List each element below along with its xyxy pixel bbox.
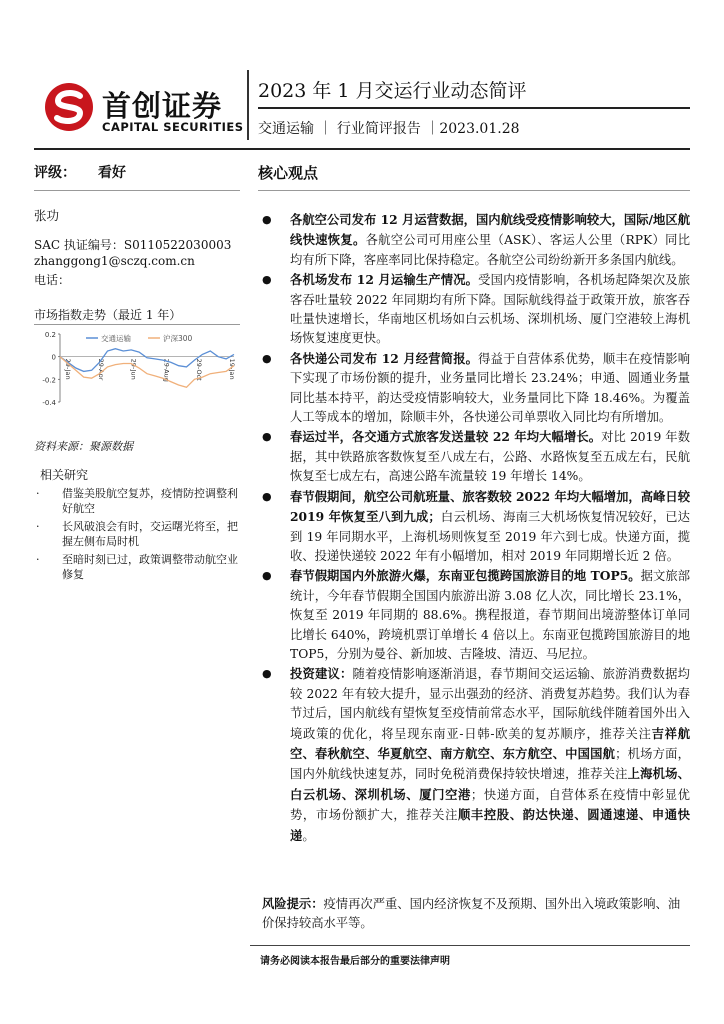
rating	[34, 162, 148, 182]
bullet-dot-icon: ●	[262, 351, 272, 365]
bullet-express-data: ● 各快递公司发布 12 月经营简报。得益于自营体系优势，顺丰在疫情影响下实现了市场份额的提升，业务量同比增长 23.24%；申通、圆通业务量同比基本持平，韵达受疫情影响较大，业务量同比下降 18.46%。为覆盖人工等成本的增加，除顺丰外，各快递公司单票收入同比均有所增加。	[262, 350, 690, 425]
x-tick-label: 29-Apr	[96, 358, 105, 381]
report-title: 2023 年 1 月交运行业动态简评	[258, 80, 527, 102]
title-rule	[258, 107, 690, 109]
legend-label: 交通运输	[101, 334, 131, 343]
x-tick-label: 19-Jan	[228, 358, 236, 380]
header-rule	[34, 148, 690, 150]
bullet-dot-icon: ●	[262, 273, 272, 287]
risk-warning: 风险提示：疫情再次严重、国内经济恢复不及预期、国外出入境政策影响、油价保持较高水平等。	[262, 896, 681, 931]
rating-rule	[34, 190, 240, 191]
bullet-dot-icon: ●	[262, 667, 272, 681]
core-views-title: 核心观点	[258, 164, 319, 182]
bullet-dot-icon: ●	[262, 213, 272, 226]
rating-value: 看好	[98, 165, 126, 181]
analyst-sac: SAC 执证编号：S0110522030003	[34, 238, 232, 252]
core-rule	[258, 190, 690, 191]
bullet-tourism: ● 春节假期国内外旅游火爆，东南亚包揽跨国旅游目的地 TOP5。据文旅部统计，今年春节假期全国国内旅游出游 3.08 亿人次，同比增长 23.1%，恢复至 2019 年同期的 88.6%。携程报道，春节期间出境游整体订单同比增长 640%，跨境机票订单增长 4 倍以上。东南亚包揽跨国旅游目的地 TOP5，分别为曼谷、新加坡、吉隆坡、清迈、马尼拉。	[262, 568, 690, 661]
bullet-spring-travel: ● 春运过半，各交通方式旅客发送量较 22 年均大幅增长。对比 2019 年数据，其中铁路旅客数恢复至八成左右，公路、水路恢复至五成左右，民航恢复至七成左右，高速公路车流量较 19 年增长 14%。	[262, 429, 690, 484]
footer-rule	[250, 945, 690, 946]
rating-label: 评级：	[34, 165, 76, 181]
related-item[interactable]: · 长风破浪会有时，交运曙光将至，把握左侧布局时机	[36, 520, 238, 548]
core-bullets	[262, 210, 690, 846]
market-index-chart	[34, 326, 240, 430]
bullet-airline-data: ● 各航空公司发布 12 月运营数据，国内航线受疫情影响较大，国际/地区航线快速恢复。各航空公司可用座公里（ASK）、客运人公里（RPK）同比均有所下降，客座率同比保持稳定。各航空公司纷纷新开多条国内航线。	[262, 212, 690, 267]
related-research-list	[34, 486, 244, 585]
analyst-email[interactable]: zhanggong1@sczq.com.cn	[34, 254, 195, 268]
x-tick-label: 29-Oct	[195, 358, 204, 381]
bullet-airport-data: ● 各机场发布 12 月运输生产情况。受国内疫情影响，各机场起降架次及旅客吞吐量较 2022 年同期均有所下降。国际航线得益于政策开放，旅客吞吐量快速增长，华南地区机场如白云机场、深圳机场、厦门空港较上海机场恢复速度更快。	[262, 272, 690, 346]
analyst-phone: 电话：	[34, 273, 71, 287]
chart-rule	[34, 324, 240, 325]
brand-name-en: CAPITAL SECURITIES	[102, 120, 244, 134]
bullet-dot-icon: ●	[262, 569, 272, 583]
header-divider	[247, 70, 249, 140]
bullet-holiday-airlines: ● 春节假期间，航空公司航班量、旅客数较 2022 年均大幅增加，高峰日较 2019 年恢复至八到九成；白云机场、海南三大机场恢复情况较好，已达到 19 年同期水平，上海机场则恢复至 2019 年六到七成。快递方面，揽收、投递快递较 2022 年有小幅增加，相对 2019 年同期增长近 2 倍。	[262, 488, 690, 563]
brand-name-cn: 首创证券	[102, 89, 223, 123]
bullet-dot-icon: ●	[262, 430, 272, 444]
report-subtitle: 交通运输 ｜ 行业简评报告 ｜2023.01.28	[258, 121, 520, 137]
y-tick-label: -0.2	[42, 376, 56, 385]
y-tick-label: 0.2	[44, 331, 56, 339]
x-tick-label: 29-Jun	[129, 358, 138, 380]
bullet-dot-icon: ●	[262, 489, 272, 503]
y-tick-label: 0	[51, 353, 56, 362]
x-tick-label: 29-Jan	[64, 358, 72, 380]
series-line-交通运输	[60, 349, 234, 372]
legend-label: 沪深300	[163, 334, 193, 343]
related-research-title: 相关研究	[40, 468, 89, 482]
capital-securities-logo-icon	[44, 82, 94, 132]
x-tick-label: 29-Aug	[162, 358, 171, 382]
y-tick-label: -0.4	[42, 399, 56, 407]
related-item[interactable]: · 借鉴美股航空复苏，疫情防控调整利好航空	[36, 487, 238, 515]
related-item[interactable]: · 至暗时刻已过，政策调整带动航空业修复	[36, 553, 238, 581]
series-line-沪深300	[60, 357, 234, 388]
chart-source: 资料来源：聚源数据	[34, 440, 133, 453]
bullet-investment-advice: ● 投资建议：随着疫情影响逐渐消退，春节期间交运运输、旅游消费数据均较 2022 年有较大提升，显示出强劲的经济、消费复苏趋势。我们认为春节过后，国内航线有望恢复至疫情前常态水平，国际航线伴随着国外出入境政策的优化，将呈现东南亚-日韩-欧美的复苏顺序，推荐关注吉祥航空、春秋航空、华夏航空、南方航空、东方航空、中国国航；机场方面，国内外航线快速复苏，同时免税消费保持较快增速，推荐关注上海机场、白云机场、深圳机场、厦门空港；快递方面，自营体系在疫情中彰显优势，市场份额扩大，推荐关注顺丰控股、韵达快递、圆通速递、申通快递。	[262, 666, 690, 843]
analyst-name: 张功	[34, 208, 60, 223]
legal-footer: 请务必阅读本报告最后部分的重要法律声明	[260, 956, 450, 967]
chart-title: 市场指数走势（最近 1 年）	[34, 308, 182, 322]
